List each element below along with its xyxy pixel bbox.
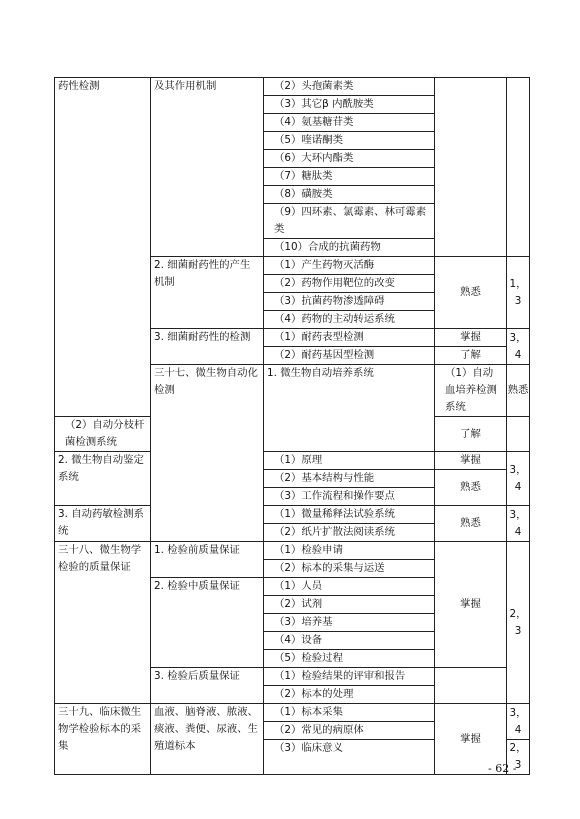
item-cell: （3）临床意义 (264, 740, 435, 775)
item-cell: （2）耐药基因型检测 (264, 347, 435, 365)
reference-cell: 3，4 (507, 329, 530, 365)
requirement-cell: 掌握 (435, 329, 507, 347)
item-cell: （2）药物作用靶位的改变 (264, 275, 435, 293)
unit-cell: 三十九、临床微生物学检验标本的采集 (55, 704, 151, 775)
item-cell: （1）标本采集 (264, 704, 435, 722)
item-cell: （1）检验结果的评审和报告 (264, 668, 435, 686)
item-cell: （2）自动分枝杆菌检测系统 (55, 417, 151, 452)
item-cell: （1）产生药物灭活酶 (264, 257, 435, 275)
item-cell: （5）喹诺酮类 (264, 132, 435, 150)
syllabus-table-body (55, 78, 530, 775)
requirement-cell: 熟悉 (435, 470, 507, 506)
table-row (55, 78, 530, 96)
requirement-cell: 掌握 (435, 704, 507, 775)
item-cell: （3）抗菌药物渗透障碍 (264, 293, 435, 311)
item-cell: （1）微量稀释法试验系统 (264, 506, 435, 524)
item-cell: （1）自动血培养检测系统 (435, 365, 507, 417)
item-cell: （10）合成的抗菌药物 (264, 239, 435, 257)
item-cell: （4）药物的主动转运系统 (264, 311, 435, 329)
item-cell: （7）糖肽类 (264, 168, 435, 186)
item-cell: （9）四环素、氯霉素、林可霉素类 (264, 204, 435, 239)
reference-cell: 3，4 (507, 506, 530, 542)
item-cell: （5）检验过程 (264, 650, 435, 668)
requirement-cell-empty (435, 668, 507, 704)
item-cell: （8）磺胺类 (264, 186, 435, 204)
topic-cell: 2. 检验中质量保证 (151, 578, 264, 668)
topic-cell: 血液、脑脊液、脓液、痰液、粪便、尿液、生殖道标本 (151, 704, 264, 775)
item-cell: （1）人员 (264, 578, 435, 596)
reference-cell: 3，4 (507, 704, 530, 740)
item-cell: （6）大环内酯类 (264, 150, 435, 168)
reference-cell (507, 78, 530, 257)
requirement-cell: 了解 (435, 347, 507, 365)
item-cell: （2）标本的采集与运送 (264, 560, 435, 578)
unit-cell: 三十八、微生物学检验的质量保证 (55, 542, 151, 704)
requirement-cell (435, 78, 507, 257)
topic-cell: 及其作用机制 (151, 78, 264, 257)
topic-cell: 2. 细菌耐药性的产生机制 (151, 257, 264, 329)
item-cell: （1）耐药表型检测 (264, 329, 435, 347)
reference-cell: 1，3 (507, 257, 530, 329)
table-row (55, 506, 530, 524)
item-cell: （3）工作流程和操作要点 (264, 488, 435, 506)
item-cell: （1）原理 (264, 452, 435, 470)
item-cell: （2）试剂 (264, 596, 435, 614)
table-row (55, 452, 530, 470)
item-cell: （3）培养基 (264, 614, 435, 632)
requirement-cell: 熟悉 (435, 506, 507, 542)
unit-cell: 三十七、微生物自动化检测 (151, 365, 264, 542)
topic-cell: 3. 自动药敏检测系统 (55, 506, 151, 542)
requirement-cell: 掌握 (435, 452, 507, 470)
item-cell: （2）基本结构与性能 (264, 470, 435, 488)
item-cell: （4）设备 (264, 632, 435, 650)
item-cell: （2）标本的处理 (264, 686, 435, 704)
requirement-cell: 了解 (435, 417, 507, 452)
item-cell: （1）检验申请 (264, 542, 435, 560)
requirement-cell: 熟悉 (435, 257, 507, 329)
item-cell: （4）氨基糖苷类 (264, 114, 435, 132)
syllabus-table (54, 77, 530, 775)
topic-cell: 1. 检验前质量保证 (151, 542, 264, 578)
table-row (55, 542, 530, 560)
unit-cell: 药性检测 (55, 78, 151, 417)
reference-cell: 3，4 (507, 452, 530, 506)
topic-cell: 2. 微生物自动鉴定系统 (55, 452, 151, 506)
item-cell: （2）头孢菌素类 (264, 78, 435, 96)
item-cell: （2）常见的病原体 (264, 722, 435, 740)
item-cell: （3）其它β 内酰胺类 (264, 96, 435, 114)
reference-cell: 2，3 (507, 542, 530, 704)
table-row (55, 704, 530, 722)
page-number: - 62 - (488, 762, 517, 775)
topic-cell: 3. 细菌耐药性的检测 (151, 329, 264, 365)
topic-cell: 1. 微生物自动培养系统 (264, 365, 435, 452)
requirement-cell: 掌握 (435, 542, 507, 668)
reference-cell: 2，3 (507, 740, 530, 775)
topic-cell: 3. 检验后质量保证 (151, 668, 264, 704)
item-cell: （2）纸片扩散法阅读系统 (264, 524, 435, 542)
requirement-cell: 熟悉 (507, 365, 530, 417)
